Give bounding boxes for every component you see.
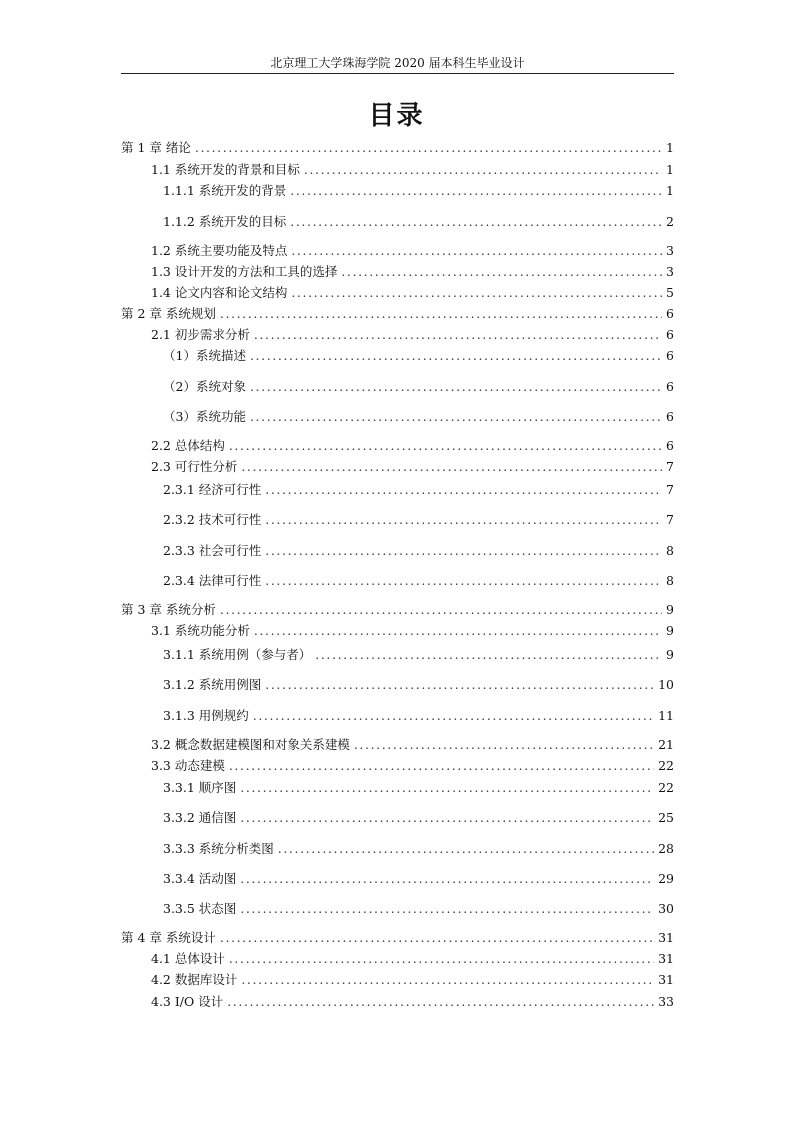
page-title: 目录 <box>368 101 425 131</box>
toc-entry-label: 1.3 设计开发的方法和工具的选择 <box>151 264 338 279</box>
toc-entry-page: 9 <box>666 647 674 662</box>
toc-leader-dots <box>291 284 662 302</box>
toc-entry-page: 6 <box>666 379 674 394</box>
toc-leader-dots <box>253 707 654 725</box>
toc-entry-page: 8 <box>666 543 674 558</box>
toc-entry[interactable] <box>151 622 674 640</box>
toc-entry[interactable] <box>151 437 674 455</box>
toc-entry-label: 2.3 可行性分析 <box>151 459 238 474</box>
toc-leader-dots <box>290 213 662 231</box>
toc-leader-dots <box>354 736 654 754</box>
toc-leader-dots <box>265 572 662 590</box>
toc-entry-page: 7 <box>666 459 674 474</box>
running-header: 北京理工大学珠海学院 2020 届本科生毕业设计 <box>270 56 525 70</box>
toc-entry-page: 7 <box>666 482 674 497</box>
toc-entry-page: 8 <box>666 573 674 588</box>
toc-entry[interactable] <box>151 242 674 260</box>
toc-entry[interactable] <box>151 161 674 179</box>
toc-entry-page: 9 <box>666 602 674 617</box>
toc-entry-page: 3 <box>666 264 674 279</box>
toc-entry-label: 2.3.2 技术可行性 <box>163 512 262 527</box>
toc-entry-label: 第 4 章 系统设计 <box>121 930 216 945</box>
toc-entry-page: 31 <box>658 972 674 987</box>
toc-leader-dots <box>220 929 654 947</box>
toc-leader-dots <box>278 840 654 858</box>
toc-entry[interactable] <box>151 326 674 344</box>
toc-entry-label: 2.2 总体结构 <box>151 438 225 453</box>
toc-entry[interactable] <box>163 779 674 797</box>
toc-entry[interactable] <box>121 601 674 619</box>
toc-leader-dots <box>240 870 654 888</box>
toc-leader-dots <box>220 601 662 619</box>
toc-entry[interactable] <box>151 736 674 754</box>
toc-entry[interactable] <box>163 542 674 560</box>
toc-entry-label: 3.1.2 系统用例图 <box>163 677 262 692</box>
toc-entry-page: 9 <box>666 623 674 638</box>
toc-entry[interactable] <box>151 950 674 968</box>
toc-leader-dots <box>265 676 654 694</box>
toc-leader-dots <box>254 622 662 640</box>
toc-entry-label: 1.1.2 系统开发的目标 <box>163 214 287 229</box>
toc-entry[interactable] <box>163 900 674 918</box>
toc-entry-page: 10 <box>658 677 674 692</box>
toc-entry[interactable] <box>163 870 674 888</box>
toc-entry-label: 3.3.2 通信图 <box>163 810 237 825</box>
toc-entry[interactable] <box>151 263 674 281</box>
toc-entry-label: 第 3 章 系统分析 <box>121 602 216 617</box>
toc-entry-label: 3.3.5 状态图 <box>163 901 237 916</box>
toc-entry-label: （1）系统描述 <box>163 348 246 363</box>
toc-entry-page: 7 <box>666 512 674 527</box>
toc-leader-dots <box>229 950 654 968</box>
toc-entry-page: 3 <box>666 243 674 258</box>
toc-entry-label: 3.1 系统功能分析 <box>151 623 250 638</box>
toc-leader-dots <box>229 437 662 455</box>
toc-entry[interactable] <box>121 929 674 947</box>
toc-entry-label: 3.1.1 系统用例（参与者） <box>163 647 312 662</box>
toc-entry-label: 4.1 总体设计 <box>151 951 225 966</box>
toc-leader-dots <box>250 347 662 365</box>
toc-entry-page: 1 <box>666 183 674 198</box>
toc-entry-label: 3.3.1 顺序图 <box>163 780 237 795</box>
toc-entry-label: 3.3 动态建模 <box>151 758 225 773</box>
toc-entry-label: 2.3.4 法律可行性 <box>163 573 262 588</box>
toc-entry-page: 30 <box>658 901 674 916</box>
toc-entry-page: 31 <box>658 930 674 945</box>
toc-entry-page: 28 <box>658 841 674 856</box>
toc-leader-dots <box>265 511 662 529</box>
toc-leader-dots <box>290 182 662 200</box>
toc-leader-dots <box>241 458 662 476</box>
toc-entry[interactable] <box>163 572 674 590</box>
toc-leader-dots <box>241 971 654 989</box>
toc-entry-page: 1 <box>666 140 674 155</box>
toc-entry-page: 6 <box>666 409 674 424</box>
toc-leader-dots <box>250 378 662 396</box>
toc-entry[interactable] <box>163 676 674 694</box>
toc-entry-label: 1.4 论文内容和论文结构 <box>151 285 288 300</box>
toc-entry-label: （2）系统对象 <box>163 379 246 394</box>
toc-entry-page: 6 <box>666 438 674 453</box>
toc-leader-dots <box>341 263 662 281</box>
toc-entry-label: 4.3 I/O 设计 <box>151 994 224 1009</box>
toc-entry-label: 2.3.3 社会可行性 <box>163 543 262 558</box>
toc-entry[interactable] <box>151 993 674 1011</box>
toc-entry-page: 25 <box>658 810 674 825</box>
toc-entry[interactable] <box>163 646 674 664</box>
toc-entry-page: 6 <box>666 348 674 363</box>
toc-entry[interactable] <box>163 481 674 499</box>
toc-entry[interactable] <box>163 378 674 396</box>
toc-entry-page: 2 <box>666 214 674 229</box>
toc-leader-dots <box>229 757 654 775</box>
toc-entry-label: 3.2 概念数据建模图和对象关系建模 <box>151 737 350 752</box>
toc-leader-dots <box>254 326 662 344</box>
toc-entry-label: 2.3.1 经济可行性 <box>163 482 262 497</box>
toc-entry[interactable] <box>151 284 674 302</box>
toc-entry-label: （3）系统功能 <box>163 409 246 424</box>
toc-entry-page: 21 <box>658 737 674 752</box>
toc-leader-dots <box>304 161 662 179</box>
toc-entry-page: 33 <box>658 994 674 1009</box>
toc-leader-dots <box>315 646 662 664</box>
toc-entry-page: 22 <box>658 758 674 773</box>
toc-entry[interactable] <box>151 757 674 775</box>
toc-entry[interactable] <box>163 840 674 858</box>
toc-entry-label: 4.2 数据库设计 <box>151 972 238 987</box>
toc-entry-label: 1.1.1 系统开发的背景 <box>163 183 287 198</box>
toc-entry[interactable] <box>121 305 674 323</box>
toc-entry[interactable] <box>163 408 674 426</box>
toc-entry[interactable] <box>163 182 674 200</box>
toc-entry[interactable] <box>163 511 674 529</box>
toc-entry-page: 22 <box>658 780 674 795</box>
toc-leader-dots <box>240 900 654 918</box>
toc-entry-label: 2.1 初步需求分析 <box>151 327 250 342</box>
toc-leader-dots <box>240 779 654 797</box>
toc-entry-page: 6 <box>666 306 674 321</box>
toc-entry-page: 11 <box>658 708 674 723</box>
toc-entry[interactable] <box>163 347 674 365</box>
toc-entry-label: 3.3.4 活动图 <box>163 871 237 886</box>
toc-entry-page: 6 <box>666 327 674 342</box>
toc-entry-label: 1.1 系统开发的背景和目标 <box>151 162 300 177</box>
toc-entry-label: 3.3.3 系统分析类图 <box>163 841 274 856</box>
toc-entry[interactable] <box>121 139 674 157</box>
toc-entry[interactable] <box>163 213 674 231</box>
toc-entry[interactable] <box>151 971 674 989</box>
toc-entry-page: 1 <box>666 162 674 177</box>
toc-leader-dots <box>265 542 662 560</box>
toc-entry-label: 第 1 章 绪论 <box>121 140 191 155</box>
toc-leader-dots <box>265 481 662 499</box>
toc-entry[interactable] <box>151 458 674 476</box>
toc-entry-page: 29 <box>658 871 674 886</box>
toc-entry-page: 31 <box>658 951 674 966</box>
toc-entry[interactable] <box>163 707 674 725</box>
toc-entry-label: 3.1.3 用例规约 <box>163 708 249 723</box>
toc-entry-page: 5 <box>666 285 674 300</box>
toc-leader-dots <box>291 242 662 260</box>
toc-leader-dots <box>250 408 662 426</box>
toc-entry-label: 1.2 系统主要功能及特点 <box>151 243 288 258</box>
toc-entry[interactable] <box>163 809 674 827</box>
toc-leader-dots <box>195 139 662 157</box>
toc-leader-dots <box>227 993 654 1011</box>
toc-leader-dots <box>240 809 654 827</box>
toc-entry-label: 第 2 章 系统规划 <box>121 306 216 321</box>
toc-leader-dots <box>220 305 662 323</box>
